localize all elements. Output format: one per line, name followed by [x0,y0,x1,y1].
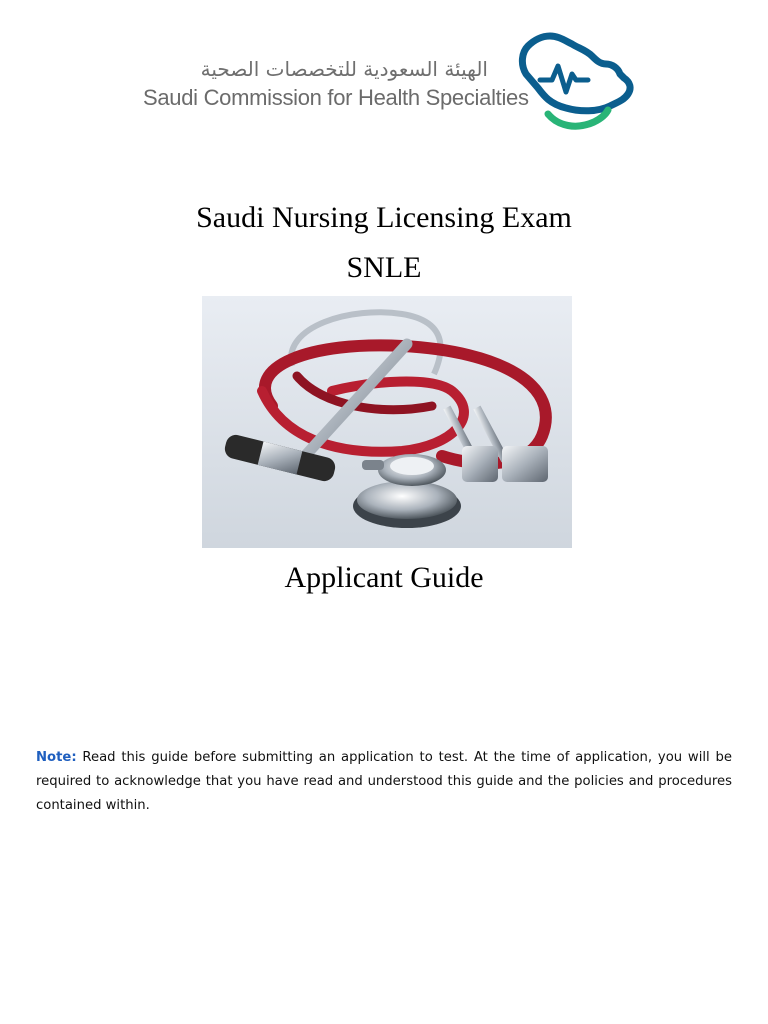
org-name-english: Saudi Commission for Health Specialties [143,85,529,110]
exam-acronym: SNLE [346,251,422,284]
guide-title: Applicant Guide [284,561,484,594]
exam-title: Saudi Nursing Licensing Exam [196,201,572,234]
scfhs-logo-icon [514,30,634,138]
stethoscope-photo-icon [202,296,572,548]
page-header [0,0,768,150]
note-paragraph [36,746,732,818]
logo-map-outline [522,36,630,111]
note-label: Note: [36,750,77,765]
org-name-arabic: الهيئة السعودية للتخصصات الصحية [200,57,488,81]
note-text: Read this guide before submitting an application to test. At the time of application, you will be required to acknowledge that you have read and understood this guide and the policies and procedures contained within. [36,750,732,813]
logo-pulse-line [540,66,588,92]
